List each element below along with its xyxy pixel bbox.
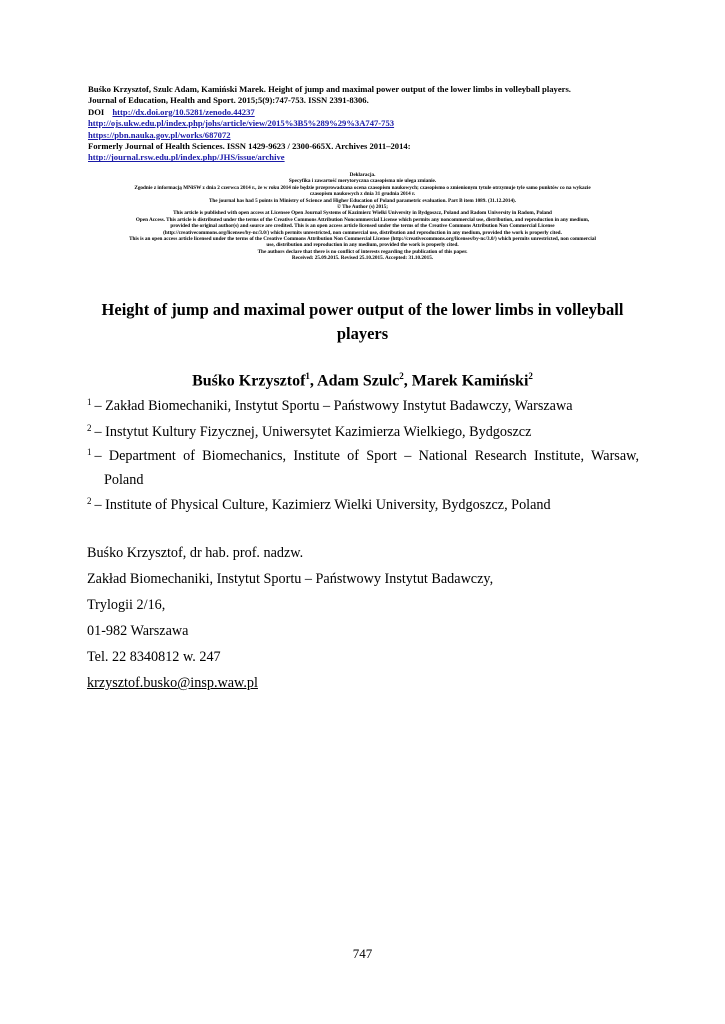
declaration-line: Open Access. This article is distributed under the terms of the Creative Commons Attribution Noncommercial License which permits any noncommercial use, distribution, and reproduction in any medium, [135, 216, 590, 223]
declaration-line: use, distribution and reproduction in any medium, provided the work is properly cited. [266, 242, 459, 249]
paper-title [80, 298, 645, 346]
declaration-line: Zgodnie z informacją MNiSW z dnia 2 czerwca 2014 r., że w roku 2014 nie będzie przeprowadzana ocena czasopism naukowych; czasopismo o zmienionym tytule otrzymuje tyle samo punktów co na wykazie [134, 184, 591, 191]
declaration-line: This is an open access article licensed under the terms of the Creative Commons Attribution Non Commercial License (http://creativecommons.org/licenses/by-nc/3.0/) which permits unrestricted, non commercial [129, 236, 596, 243]
declaration-line: Specyfika i zawartość merytoryczna czasopisma nie ulega zmianie. [288, 178, 437, 185]
affiliation-mark: 1 [87, 447, 92, 457]
declaration-line: © The Author (s) 2015; [337, 204, 388, 211]
doi-link[interactable]: http://dx.doi.org/10.5281/zenodo.44237 [112, 106, 255, 117]
archive-link-line [88, 152, 648, 163]
declaration-line: czasopism naukowych z dnia 31 grudnia 2014 r. [309, 191, 416, 198]
affiliation-text: – Department of Biomechanics, Institute of Sport – National Research Institute, Warsaw, [94, 448, 639, 464]
affiliation [87, 440, 639, 492]
pbn-link[interactable]: https://pbn.nauka.gov.pl/works/687072 [88, 129, 231, 140]
pbn-link-line [88, 130, 648, 141]
contact-street: Trylogii 2/16, [87, 597, 166, 613]
declaration-block [60, 172, 665, 262]
affiliation [87, 489, 639, 517]
doi-line [88, 107, 648, 118]
contact-name: Buśko Krzysztof, dr hab. prof. nadzw. [87, 545, 304, 561]
correspondence-block [87, 540, 639, 696]
article-link[interactable]: http://ojs.ukw.edu.pl/index.php/johs/article/view/2015%3B5%289%29%3A747-753 [88, 118, 395, 129]
title-line: players [336, 324, 389, 343]
affiliation-line [87, 440, 639, 468]
author-name: Adam Szulc [317, 372, 400, 390]
author-affiliation-mark: 2 [528, 371, 533, 381]
affiliation-text: – Instytut Kultury Fizycznej, Uniwersytet Kazimierza Wielkiego, Bydgoszcz [94, 424, 532, 440]
contact-email-link[interactable]: krzysztof.busko@insp.waw.pl [87, 675, 258, 691]
declaration-line: This article is published with open access at Licensee Open Journal Systems of Kazimierz Wielki University in Bydgoszcz, Poland and Radom University in Radom, Poland [173, 210, 552, 217]
author-affiliation-mark: 1 [305, 371, 310, 381]
doi-label: DOI [88, 106, 105, 117]
contact-city: 01-982 Warszawa [87, 623, 189, 639]
author-list [80, 371, 645, 390]
author-name: Buśko Krzysztof [192, 372, 306, 390]
declaration-line: The authors declare that there is no conflict of interests regarding the publication of this paper. [257, 248, 468, 255]
contact-phone: Tel. 22 8340812 w. 247 [87, 649, 221, 665]
affiliation-mark: 2 [87, 496, 92, 506]
citation-line: Buśko Krzysztof, Szulc Adam, Kamiński Marek. Height of jump and maximal power output of the lower limbs in volleyball players. [88, 84, 571, 94]
author-separator: , [309, 372, 318, 390]
title-line: Height of jump and maximal power output of the lower limbs in volleyball [101, 300, 624, 319]
affiliation-continuation: Poland [104, 472, 144, 488]
affiliation-text: – Institute of Physical Culture, Kazimierz Wielki University, Bydgoszcz, Poland [94, 497, 551, 513]
affiliation-mark: 2 [87, 423, 92, 433]
declaration-line: Deklaracja. [349, 172, 376, 178]
declaration-line: Received: 25.09.2015. Revised 25.10.2015. Accepted: 31.10.2015. [291, 255, 434, 262]
page-number: 747 [352, 946, 373, 961]
contact-department: Zakład Biomechaniki, Instytut Sportu – Państwowy Instytut Badawczy, [87, 571, 494, 587]
author-name: Marek Kamiński [411, 372, 529, 390]
affiliation-mark: 1 [87, 397, 92, 407]
affiliation-text: – Zakład Biomechaniki, Instytut Sportu – Państwowy Instytut Badawczy, Warszawa [94, 398, 573, 414]
declaration-line: (http://creativecommons.org/licenses/by-nc/3.0/) which permits unrestricted, non commercial use, distribution and reproduction in any medium, provided the work is properly cited. [163, 229, 562, 236]
declaration-line: The journal has had 5 points in Ministry of Science and Higher Education of Poland parametric evaluation. Part B item 1089. (31.12.2014). [208, 197, 517, 204]
affiliation [87, 390, 639, 418]
journal-line: Journal of Education, Health and Sport. 2015;5(9):747-753. ISSN 2391-8306. [88, 95, 369, 106]
declaration-line: provided the original author(s) and source are credited. This is an open access article licensed under the terms of the Creative Commons Attribution Non Commercial License [170, 223, 555, 230]
formerly-line: Formerly Journal of Health Sciences. ISSN 1429-9623 / 2300-665X. Archives 2011–2014: [88, 141, 411, 152]
archive-link[interactable]: http://journal.rsw.edu.pl/index.php/JHS/issue/archive [88, 152, 285, 163]
citation-block [88, 84, 648, 164]
author-separator: , [403, 372, 412, 390]
article-link-line [88, 118, 648, 129]
contact-email-line [87, 670, 639, 696]
author-affiliation-mark: 2 [399, 371, 404, 381]
